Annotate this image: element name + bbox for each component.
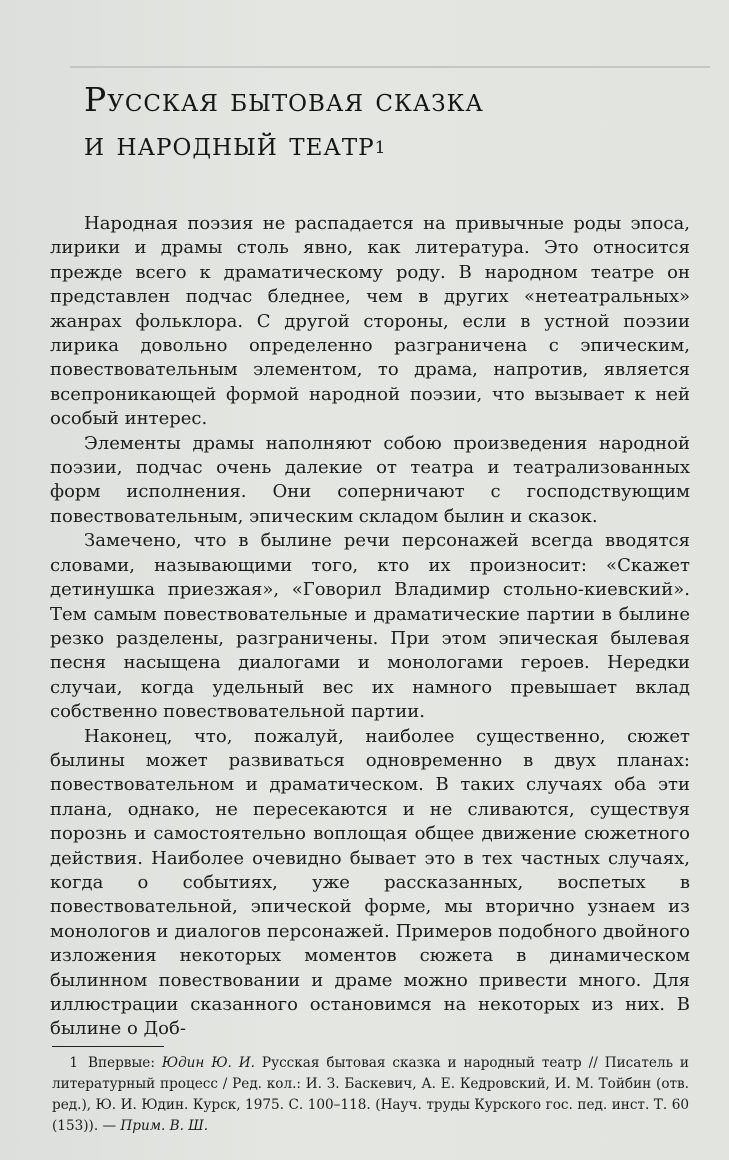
footnote-author: Юдин Ю. И. bbox=[161, 1055, 255, 1071]
footnote-number: 1 bbox=[69, 1055, 78, 1071]
chapter-title-line-2: и народный театр bbox=[84, 124, 375, 163]
footnote-divider bbox=[52, 1046, 164, 1047]
chapter-title-line-1: Русская бытовая сказка bbox=[84, 80, 484, 119]
paragraph: Замечено, что в былине речи персонажей всегда вводятся словами, называющими того, кто их произносит: «Скажет детинушка приезжая», «Говорил Владимир стольно-киевский». Тем самым повествовательные и драматические партии в былине резко разделены, разграничены. При этом эпическая былевая песня насыщена диалогами и монологами героев. Нередки случаи, когда удельный вес их намного превышает вклад собственно повествовательной партии. bbox=[50, 530, 690, 723]
footnote-text: Русская бытовая сказка и народный театр // Писатель и литературный процесс / Ред. кол.: И. З. Баскевич, А. Е. Кедровский, И. М. Тойбин (отв. ред.), Ю. И. Юдин. Курск, 1975. С. 100–118. (Науч. труды Курского гос. пед. инст. Т. 60 (153)). — bbox=[52, 1055, 689, 1134]
facing-page-header-shadow bbox=[70, 30, 710, 68]
body-text bbox=[50, 212, 690, 1042]
paragraph: Элементы драмы наполняют собою произведения народной поэзии, подчас очень далекие от театра и театрализованных форм исполнения. Они соперничают с господствующим повествовательным, эпическим складом былин и сказок. bbox=[50, 432, 690, 527]
paragraph: Наконец, что, пожалуй, наиболее существенно, сюжет былины может развиваться одновременно в двух планах: повествовательном и драматическом. В таких случаях оба эти плана, однако, не пересекаются и не сливаются, существуя порознь и самостоятельно воплощая общее движение сюжетного действия. Наиболее очевидно бывает это в тех частных случаях, когда о событиях, уже рассказанных, воспетых в повествовательной, эпической форме, мы вторично узнаем из монологов и диалогов персонажей. Примеров подобного двойного изложения некоторых моментов сюжета в динамическом былинном повествовании и драме можно привести много. Для иллюстрации сказанного остановимся на некоторых из них. В былине о Доб- bbox=[50, 725, 690, 1040]
footnote bbox=[52, 1053, 689, 1137]
footnote-editor-note: Прим. В. Ш. bbox=[120, 1118, 209, 1134]
footnote-lead: Впервые: bbox=[88, 1055, 162, 1071]
footnote-reference: 1 bbox=[374, 138, 387, 158]
chapter-title bbox=[84, 78, 684, 166]
paragraph: Народная поэзия не распадается на привычные роды эпоса, лирики и драмы столь явно, как литература. Это относится прежде всего к драматическому роду. В народном театре он представлен подчас бледнее, чем в других «нетеатральных» жанрах фольклора. С другой стороны, если в устной поэзии лирика довольно определенно разграничена с эпическим, повествовательным элементом, то драма, напротив, является всепроникающей формой народной поэзии, что вызывает к ней особый интерес. bbox=[50, 213, 690, 430]
